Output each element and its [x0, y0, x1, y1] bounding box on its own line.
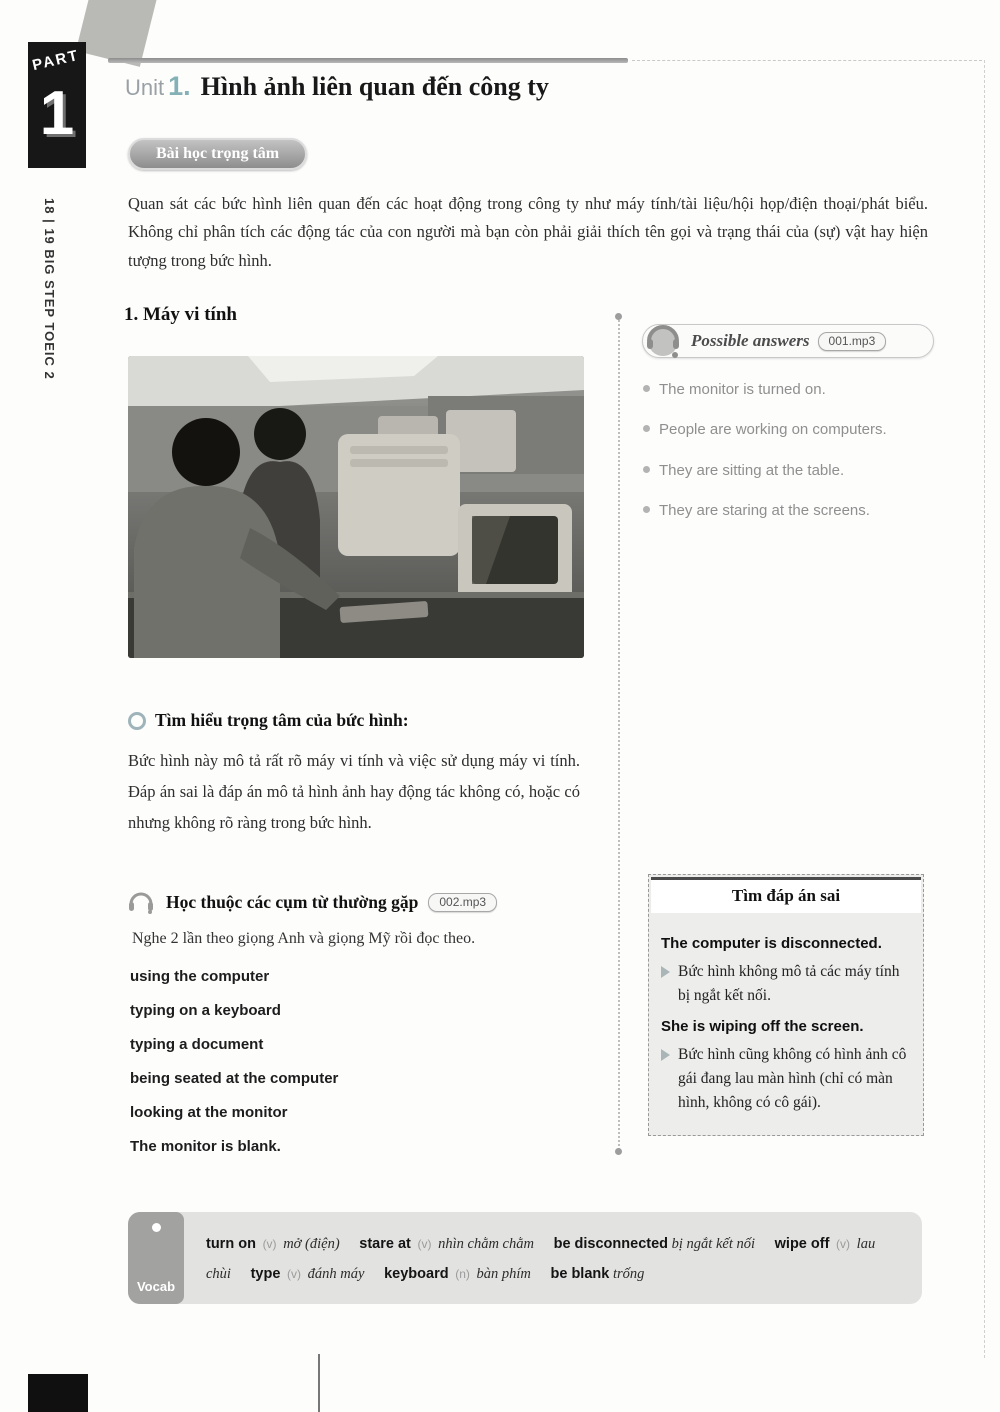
divider-dot-top	[615, 313, 622, 320]
possible-answers-header	[642, 324, 934, 358]
part-tab	[28, 42, 86, 168]
phrases-header	[126, 886, 497, 919]
vocab-dot-icon	[152, 1223, 161, 1232]
phrase-list	[130, 968, 338, 1172]
dashed-rule-top	[632, 60, 982, 61]
unit-title-text: Hình ảnh liên quan đến công ty	[200, 72, 549, 101]
photo-computer-lab	[128, 356, 584, 658]
person-with-headphones-icon	[641, 317, 687, 368]
dashed-rule-right	[984, 60, 985, 1358]
phrase-item: The monitor is blank.	[130, 1138, 281, 1155]
vocab-entry: type (v) đánh máy	[250, 1266, 365, 1283]
wrong-answer-box-body	[649, 915, 923, 1135]
vocab-tab	[128, 1212, 184, 1304]
audio-badge-001: 001.mp3	[818, 332, 887, 351]
dotted-divider	[618, 320, 620, 1154]
wrong-explanation-row	[661, 1043, 911, 1115]
phrase-item: being seated at the computer	[130, 1070, 339, 1087]
vocab-entry: turn on (v) mở (điện)	[206, 1236, 340, 1252]
vocab-content	[128, 1212, 922, 1304]
phrase-item: typing a document	[130, 1036, 264, 1053]
vocab-label: Vocab	[136, 1279, 176, 1294]
focus-heading-text: Tìm hiểu trọng tâm của bức hình:	[155, 710, 409, 730]
listening-instruction: Nghe 2 lần theo giọng Anh và giọng Mỹ rồi đọc theo.	[132, 930, 476, 947]
divider-dot-bottom	[615, 1148, 622, 1155]
photo-illustration	[128, 356, 584, 658]
title-rule	[108, 58, 628, 63]
phrase-item: using the computer	[130, 968, 270, 985]
possible-answer-item: People are working on computers.	[642, 418, 934, 441]
wrong-answer-box-title: Tìm đáp án sai	[651, 877, 921, 913]
phrase-item: looking at the monitor	[130, 1104, 288, 1121]
unit-title	[125, 66, 549, 103]
wrong-explanation-row	[661, 960, 911, 1008]
possible-answers-list	[642, 378, 934, 522]
vocab-entry: be blank trống	[550, 1266, 645, 1283]
wrong-explanation: Bức hình không mô tả các máy tính bị ngắt kết nối.	[678, 963, 900, 1005]
lesson-focus-badge: Bài học trọng tâm	[128, 138, 307, 170]
wrong-answer-box	[648, 874, 924, 1136]
unit-number: 1.	[168, 71, 191, 101]
scan-bottom-artifact	[318, 1354, 320, 1412]
focus-block	[128, 710, 580, 838]
wrong-sentence: She is wiping off the screen.	[661, 1018, 864, 1036]
part-number: 1	[39, 79, 75, 148]
intro-paragraph: Quan sát các bức hình liên quan đến các hoạt động trong công ty như máy tính/tài liệu/hội họp/điện thoại/phát biểu. Không chỉ phân tích các động tác của con người mà bạn còn phải giải thích tên gọi và trạng thái của (sự) vật hay hiện tượng trong bức hình.	[128, 194, 928, 270]
section-heading: 1. Máy vi tính	[124, 304, 237, 325]
possible-answer-item: The monitor is turned on.	[642, 378, 934, 401]
vocab-entry: wipe off (v) lau chùi	[206, 1236, 876, 1283]
part-label: PART	[30, 46, 82, 75]
focus-heading	[128, 710, 580, 731]
vocab-box	[128, 1212, 922, 1304]
possible-answers-panel	[642, 324, 934, 539]
unit-prefix: Unit	[125, 75, 165, 100]
vocab-entry: be disconnected bị ngắt kết nối	[553, 1236, 756, 1252]
wrong-explanation: Bức hình cũng không có hình ảnh cô gái đang lau màn hình (chỉ có màn hình, không có cô gái).	[678, 1046, 907, 1112]
vocab-entry: keyboard (n) bàn phím	[384, 1266, 531, 1283]
possible-answers-title: Possible answers	[691, 331, 810, 350]
vocab-entry: stare at (v) nhìn chằm chằm	[359, 1236, 534, 1252]
bottom-page-tab	[28, 1374, 88, 1412]
scan-corner-artifact	[76, 0, 158, 67]
circle-outline-icon	[128, 712, 146, 730]
phrase-item: typing on a keyboard	[130, 1002, 281, 1019]
focus-paragraph: Bức hình này mô tả rất rõ máy vi tính và việc sử dụng máy vi tính. Đáp án sai là đáp án mô tả hình ảnh hay động tác không có, hoặc có nhưng không rõ ràng trong bức hình.	[128, 751, 580, 833]
sidebar-page-info: 18 | 19 BIG STEP TOEIC 2	[42, 198, 57, 380]
wrong-sentence: The computer is disconnected.	[661, 935, 882, 952]
audio-badge-002: 002.mp3	[428, 893, 497, 912]
phrases-heading-text: Học thuộc các cụm từ thường gặp	[166, 892, 419, 912]
right-arrow-icon	[661, 1049, 670, 1061]
right-arrow-icon	[661, 966, 670, 978]
headphones-icon	[126, 886, 156, 919]
possible-answer-item: They are sitting at the table.	[642, 459, 934, 482]
possible-answer-item: They are staring at the screens.	[642, 499, 934, 522]
